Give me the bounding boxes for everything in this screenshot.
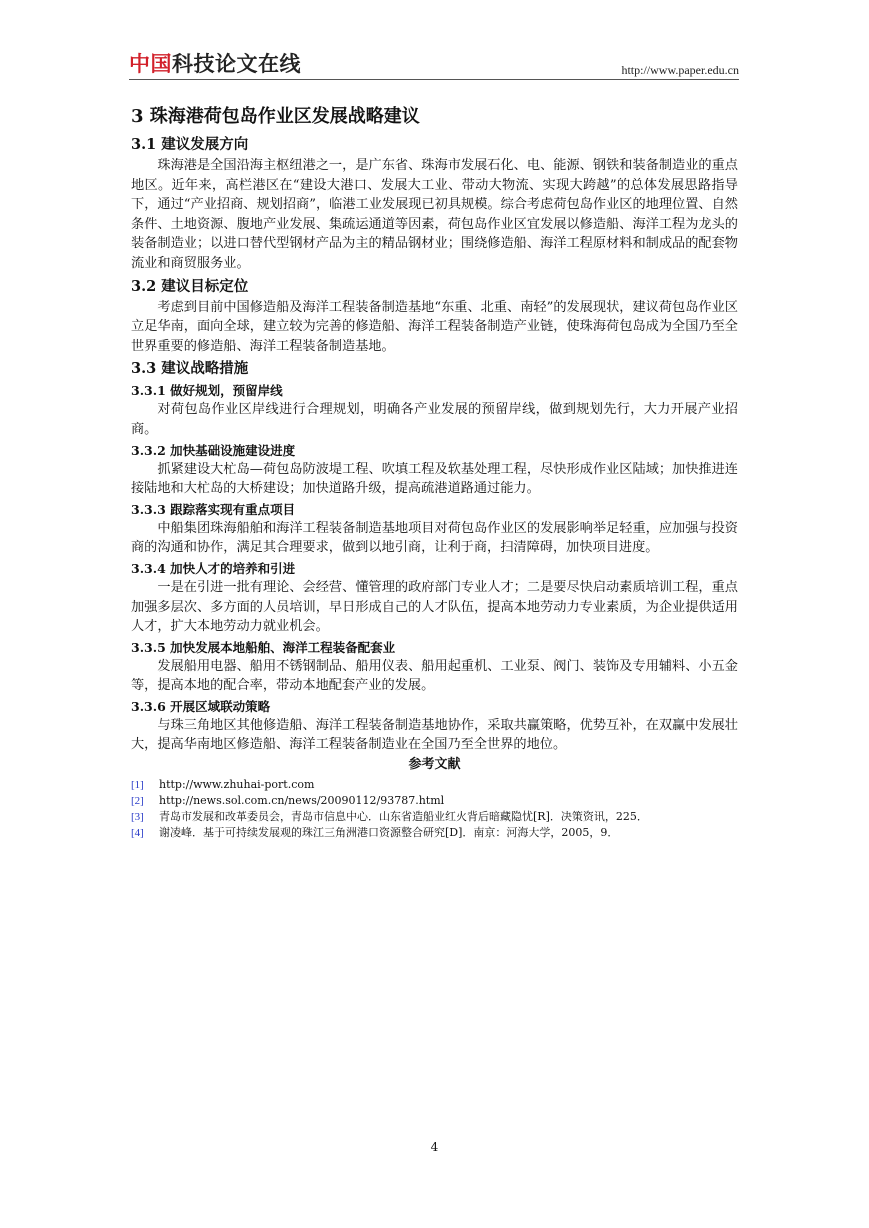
reference-item bbox=[131, 793, 738, 809]
header-url[interactable]: http://www.paper.edu.cn bbox=[621, 63, 739, 77]
journal-logo bbox=[129, 51, 301, 77]
logo-part-name: 科技论文在线 bbox=[172, 52, 301, 76]
subsection-3-3-4-title: 3.3.4 加快人才的培养和引进 bbox=[131, 560, 296, 576]
reference-number[interactable]: [1] bbox=[131, 779, 144, 792]
subsection-3-3-3-text: 中船集团珠海船舶和海洋工程装备制造基地项目对荷包岛作业区的发展影响举足轻重，应加强与投资商的沟通和协作，满足其合理要求，做到以地引商，让利于商，扫清障碍，加快项目进度。 bbox=[131, 520, 738, 556]
reference-item bbox=[131, 777, 738, 793]
subsection-3-3-3-title: 3.3.3 跟踪落实现有重点项目 bbox=[131, 501, 296, 517]
reference-number[interactable]: [3] bbox=[131, 811, 144, 824]
reference-list bbox=[131, 777, 738, 841]
subsection-3-3-1-text: 对荷包岛作业区岸线进行合理规划，明确各产业发展的预留岸线，做到规划先行，大力开展产业招商。 bbox=[131, 402, 738, 437]
reference-text: http://www.zhuhai-port.com bbox=[159, 778, 315, 792]
reference-text: 谢凌峰．基于可持续发展观的珠江三角洲港口资源整合研究[D]．南京：河海大学，2005，9． bbox=[159, 826, 619, 840]
reference-number[interactable]: [4] bbox=[131, 827, 144, 840]
subsection-3-3-1-title: 3.3.1 做好规划，预留岸线 bbox=[131, 383, 283, 399]
logo-part-china: 中国 bbox=[129, 52, 172, 76]
subsection-3-2-text: 考虑到目前中国修造船及海洋工程装备制造基地“东重、北重、南轻”的发展现状，建议荷包岛作业区立足华南，面向全球，建立较为完善的修造船、海洋工程装备制造产业链，使珠海荷包岛成为全国乃至全世界重要的修造船、海洋工程装备制造基地。 bbox=[131, 299, 738, 354]
subsection-3-3-2-text: 抓紧建设大杧岛—荷包岛防波堤工程、吹填工程及软基处理工程，尽快形成作业区陆域；加快推进连接陆地和大杧岛的大桥建设；加快道路升级，提高疏港道路通过能力。 bbox=[131, 461, 738, 497]
reference-item bbox=[131, 809, 738, 825]
reference-text: http://news.sol.com.cn/news/20090112/93787.html bbox=[159, 794, 445, 808]
main-content bbox=[131, 104, 738, 841]
page-number: 4 bbox=[430, 1140, 439, 1154]
subsection-3-3-4-text: 一是在引进一批有理论、会经营、懂管理的政府部门专业人才；二是要尽快启动素质培训工程，重点加强多层次、多方面的人员培训，早日形成自己的人才队伍，提高本地劳动力专业素质，为企业提供适用人才，扩大本地劳动力就业机会。 bbox=[131, 579, 738, 635]
subsection-3-3-6-title: 3.3.6 开展区域联动策略 bbox=[131, 698, 271, 714]
subsection-3-3-6-text: 与珠三角地区其他修造船、海洋工程装备制造基地协作，采取共赢策略，优势互补，在双赢中发展壮大，提高华南地区修造船、海洋工程装备制造业在全国乃至全世界的地位。 bbox=[131, 717, 738, 753]
references-title: 参考文献 bbox=[408, 757, 461, 773]
subsection-3-3-5-text: 发展船用电器、船用不锈钢制品、船用仪表、船用起重机、工业泵、阀门、装饰及专用辅料、小五金等，提高本地的配合率，带动本地配套产业的发展。 bbox=[131, 658, 738, 694]
section-title: 3 珠海港荷包岛作业区发展战略建议 bbox=[131, 106, 420, 127]
subsection-3-3-5-title: 3.3.5 加快发展本地船舶、海洋工程装备配套业 bbox=[131, 639, 396, 655]
subsection-3-1-title: 3.1 建议发展方向 bbox=[131, 136, 249, 153]
subsection-3-3-2-title: 3.3.2 加快基础设施建设进度 bbox=[131, 442, 296, 458]
reference-number[interactable]: [2] bbox=[131, 795, 144, 808]
page-header bbox=[129, 51, 739, 81]
header-divider bbox=[129, 79, 739, 80]
subsection-3-1-text: 珠海港是全国沿海主枢纽港之一，是广东省、珠海市发展石化、电、能源、钢铁和装备制造业的重点地区。近年来，高栏港区在“建设大港口、发展大工业、带动大物流、实现大跨越”的总体发展思路指导下，通过“产业招商、规划招商”，临港工业发展现已初具规模。综合考虑荷包岛作业区的地理位置、自然条件、土地资源、腹地产业发展、集疏运通道等因素，荷包岛作业区宜发展以修造船、海洋工程为龙头的装备制造业；以进口替代型钢材产品为主的精品钢材业；围绕修造船、海洋工程原材料和制成品的配套物流业和商贸服务业。 bbox=[131, 158, 738, 271]
subsection-3-2-title: 3.2 建议目标定位 bbox=[131, 277, 249, 295]
subsection-3-3-title: 3.3 建议战略措施 bbox=[131, 360, 249, 378]
reference-item bbox=[131, 825, 738, 841]
reference-text: 青岛市发展和改革委员会，青岛市信息中心．山东省造船业红火背后暗藏隐忧[R]．决策资讯，225． bbox=[159, 810, 648, 824]
